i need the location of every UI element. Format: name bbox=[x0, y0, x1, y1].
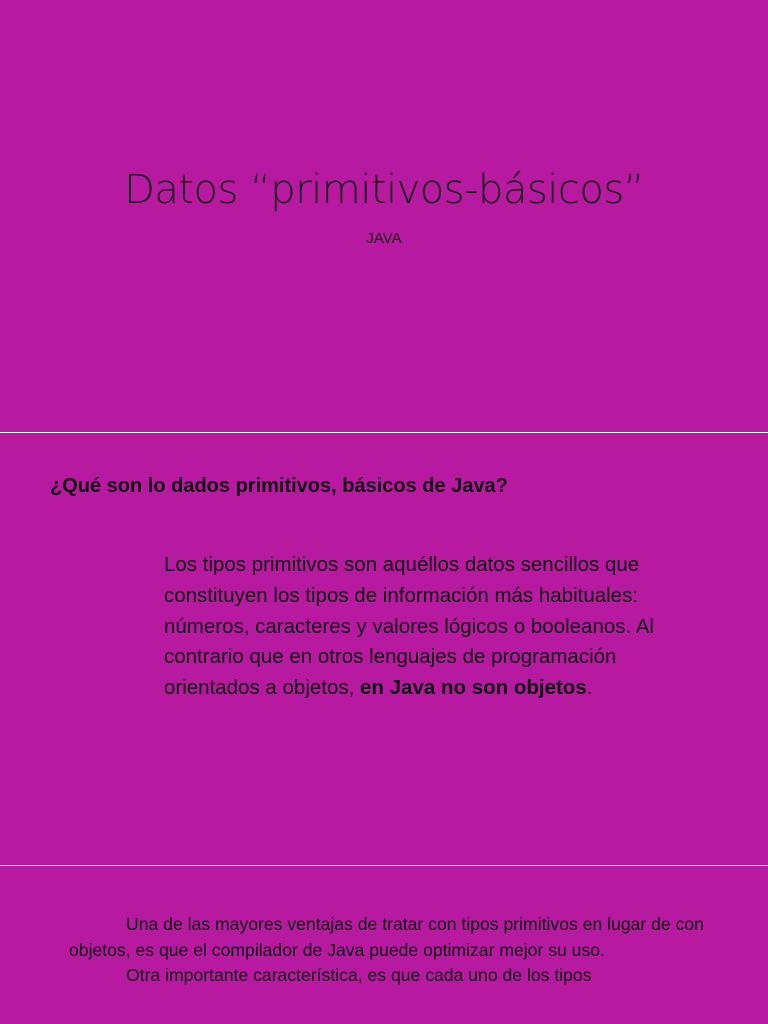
body-text-end: . bbox=[586, 676, 593, 700]
slide-subtitle: JAVA bbox=[366, 230, 402, 247]
slide-heading: ¿Qué son lo dados primitivos, básicos de Java? bbox=[50, 475, 508, 497]
paragraph: Una de las mayores ventajas de tratar con tipos primitivos en lugar de con objetos, es que el compilador de Java puede optimizar mejor su uso. bbox=[69, 914, 704, 960]
slide-advantages bbox=[0, 866, 768, 1024]
slide-title bbox=[0, 0, 768, 432]
slide-body-text bbox=[164, 550, 694, 704]
body-text-bold: en Java no son objetos bbox=[360, 676, 587, 700]
slide-definition bbox=[0, 433, 768, 865]
body-text-regular: Los tipos primitivos son aquéllos datos sencillos que constituyen los tipos de información más habituales: números, caracteres y valores lógicos o booleanos. Al contrario que en otros lenguajes de programación orientados a objetos, bbox=[164, 553, 654, 700]
slide-title-heading: Datos “primitivos-básicos” bbox=[124, 167, 644, 213]
paragraph: Otra importante característica, es que cada uno de los tipos bbox=[126, 965, 592, 986]
slide-paragraphs bbox=[69, 912, 709, 989]
